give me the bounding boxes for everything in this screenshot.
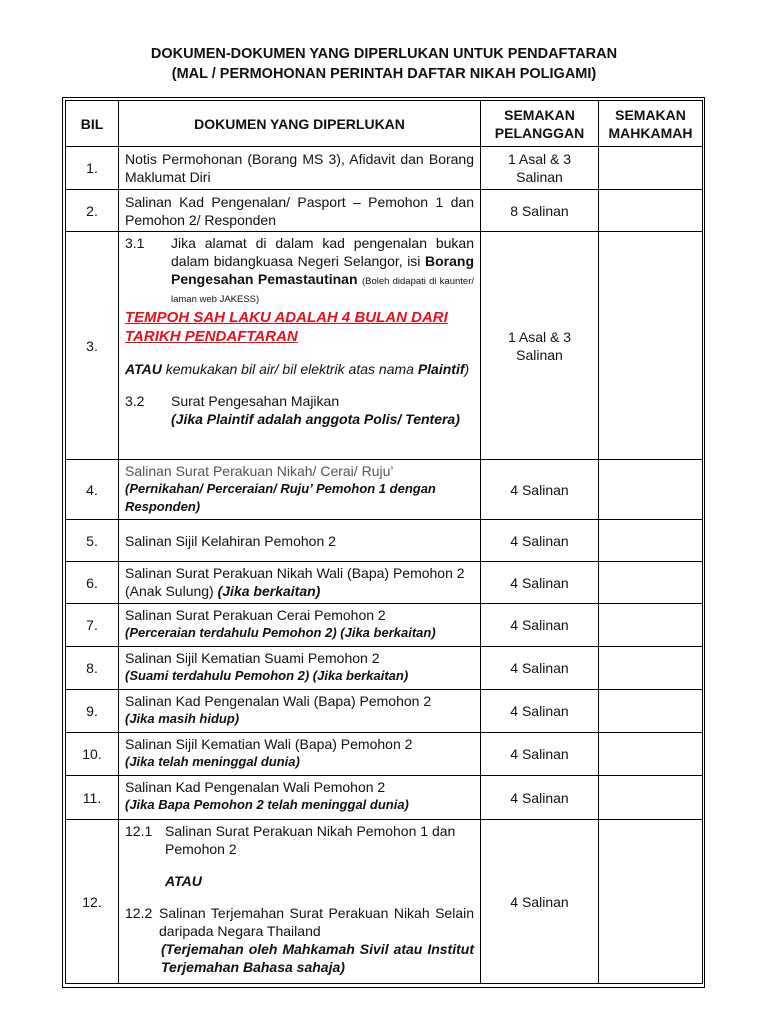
row-bil: 9. — [66, 690, 119, 733]
row-semakan-mahkamah-checkbox[interactable] — [599, 604, 703, 647]
row-bil: 10. — [66, 733, 119, 776]
alternative-desc: kemukakan bil air/ bil elektrik atas nama — [165, 361, 414, 377]
title-line-1: DOKUMEN-DOKUMEN YANG DIPERLUKAN UNTUK PENDAFTARAN — [150, 46, 618, 62]
row-document — [119, 647, 481, 690]
item-text: Surat Pengesahan Majikan — [171, 393, 340, 409]
row-bil: 8. — [66, 647, 119, 690]
row-semakan-mahkamah-checkbox[interactable] — [599, 190, 703, 232]
page-title — [0, 44, 768, 84]
row-bil: 5. — [66, 520, 119, 562]
item-number: 12.2 — [125, 905, 153, 921]
document-title: Salinan Kad Pengenalan Wali (Bapa) Pemohon 2 — [125, 693, 432, 709]
row-document — [119, 733, 481, 776]
row-bil: 1. — [66, 147, 119, 190]
item-number: 3.1 — [125, 235, 145, 251]
row-semakan-mahkamah-checkbox[interactable] — [599, 733, 703, 776]
atau-label: ATAU — [165, 873, 202, 889]
header-semakan-mahkamah: SEMAKAN MAHKAMAH — [599, 101, 703, 147]
item-text: Salinan Surat Perakuan Nikah Pemohon 1 dan Pemohon 2 — [165, 823, 456, 857]
validity-warning: TEMPOH SAH LAKU ADALAH 4 BULAN DARI TARIKH PENDAFTARAN — [125, 309, 448, 345]
row-semakan-mahkamah-checkbox[interactable] — [599, 562, 703, 604]
row-bil: 7. — [66, 604, 119, 647]
row-semakan-mahkamah-checkbox[interactable] — [599, 232, 703, 460]
row-semakan-pelanggan: 4 Salinan — [481, 690, 599, 733]
plaintif-label: Plaintif — [417, 361, 465, 377]
item-text — [171, 234, 474, 306]
table-row — [66, 562, 703, 604]
document-note: (Jika Bapa Pemohon 2 telah meninggal dunia) — [125, 797, 409, 812]
item-number: 3.2 — [125, 393, 145, 409]
document-title: Salinan Surat Perakuan Cerai Pemohon 2 — [125, 607, 386, 623]
row-document: Salinan Sijil Kelahiran Pemohon 2 — [119, 520, 481, 562]
documents-table — [65, 100, 703, 984]
table-row — [66, 232, 703, 460]
availability-note: (Boleh didapati di kaunter/ laman web JAKESS) — [171, 276, 475, 305]
row-semakan-mahkamah-checkbox[interactable] — [599, 776, 703, 820]
row-bil: 2. — [66, 190, 119, 232]
row-semakan-pelanggan: 4 Salinan — [481, 520, 599, 562]
row-document — [119, 604, 481, 647]
header-semakan-pelanggan: SEMAKAN PELANGGAN — [481, 101, 599, 147]
row-bil: 11. — [66, 776, 119, 820]
row-document — [119, 232, 481, 460]
form-name: Borang Pengesahan Pemastautinan — [171, 253, 474, 287]
document-title: Salinan Surat Perakuan Nikah Wali (Bapa) Pemohon 2 (Anak Sulung) — [125, 565, 465, 599]
table-row — [66, 190, 703, 232]
document-title: Salinan Sijil Kematian Wali (Bapa) Pemohon 2 — [125, 736, 413, 752]
row-semakan-mahkamah-checkbox[interactable] — [599, 647, 703, 690]
title-line-2: (MAL / PERMOHONAN PERINTAH DAFTAR NIKAH POLIGAMI) — [171, 66, 597, 82]
row-bil: 3. — [66, 232, 119, 460]
row-semakan-pelanggan: 4 Salinan — [481, 604, 599, 647]
row-document: Salinan Kad Pengenalan/ Pasport – Pemohon 1 dan Pemohon 2/ Responden — [119, 190, 481, 232]
document-note: (Perceraian terdahulu Pemohon 2) (Jika berkaitan) — [125, 625, 436, 640]
table-row — [66, 733, 703, 776]
table-row — [66, 820, 703, 984]
document-note: (Suami terdahulu Pemohon 2) (Jika berkaitan) — [125, 668, 409, 683]
item-note: (Terjemahan oleh Mahkamah Sivil atau Institut Terjemahan Bahasa sahaja) — [161, 941, 474, 975]
table-row — [66, 147, 703, 190]
row-semakan-mahkamah-checkbox[interactable] — [599, 520, 703, 562]
row-semakan-pelanggan: 8 Salinan — [481, 190, 599, 232]
row-document — [119, 562, 481, 604]
document-note: (Jika telah meninggal dunia) — [125, 754, 300, 769]
row-document — [119, 776, 481, 820]
document-note: (Jika berkaitan) — [217, 583, 321, 599]
document-note: (Pernikahan/ Perceraian/ Ruju’ Pemohon 1 dengan Responden) — [125, 481, 436, 514]
row-semakan-pelanggan: 4 Salinan — [481, 733, 599, 776]
table-header-row — [66, 101, 703, 147]
table-row — [66, 776, 703, 820]
item-text: Salinan Terjemahan Surat Perakuan Nikah Selain daripada Negara Thailand — [159, 905, 474, 939]
row-bil: 6. — [66, 562, 119, 604]
row-bil: 12. — [66, 820, 119, 984]
atau-label: ATAU — [125, 361, 162, 377]
row-semakan-pelanggan: 4 Salinan — [481, 460, 599, 520]
row-semakan-pelanggan: 4 Salinan — [481, 647, 599, 690]
residence-text: Jika alamat di dalam kad pengenalan bukan dalam bidangkuasa Negeri Selangor, isi — [171, 235, 474, 269]
document-title: Salinan Sijil Kematian Suami Pemohon 2 — [125, 650, 380, 666]
header-dokumen: DOKUMEN YANG DIPERLUKAN — [119, 101, 481, 147]
table-row — [66, 604, 703, 647]
table-row — [66, 460, 703, 520]
row-semakan-pelanggan: 4 Salinan — [481, 820, 599, 984]
row-semakan-pelanggan: 4 Salinan — [481, 776, 599, 820]
row-semakan-mahkamah-checkbox[interactable] — [599, 147, 703, 190]
document-note: (Jika masih hidup) — [125, 711, 240, 726]
row-semakan-mahkamah-checkbox[interactable] — [599, 820, 703, 984]
table-row — [66, 647, 703, 690]
table-row — [66, 690, 703, 733]
row-document — [119, 460, 481, 520]
alternative-text — [125, 360, 474, 378]
item-number: 12.1 — [125, 823, 153, 839]
row-semakan-pelanggan: 1 Asal & 3 Salinan — [481, 232, 599, 460]
row-bil: 4. — [66, 460, 119, 520]
document-title: Salinan Surat Perakuan Nikah/ Cerai/ Ruju’ — [125, 463, 394, 479]
row-semakan-pelanggan: 4 Salinan — [481, 562, 599, 604]
row-semakan-mahkamah-checkbox[interactable] — [599, 690, 703, 733]
row-document: Notis Permohonan (Borang MS 3), Afidavit dan Borang Maklumat Diri — [119, 147, 481, 190]
table-row — [66, 520, 703, 562]
row-document — [119, 820, 481, 984]
document-title: Salinan Kad Pengenalan Wali Pemohon 2 — [125, 779, 386, 795]
row-semakan-mahkamah-checkbox[interactable] — [599, 460, 703, 520]
header-bil: BIL — [66, 101, 119, 147]
row-semakan-pelanggan: 1 Asal & 3 Salinan — [481, 147, 599, 190]
row-document — [119, 690, 481, 733]
item-note: (Jika Plaintif adalah anggota Polis/ Tentera) — [171, 411, 460, 427]
close-paren: ) — [464, 361, 470, 377]
